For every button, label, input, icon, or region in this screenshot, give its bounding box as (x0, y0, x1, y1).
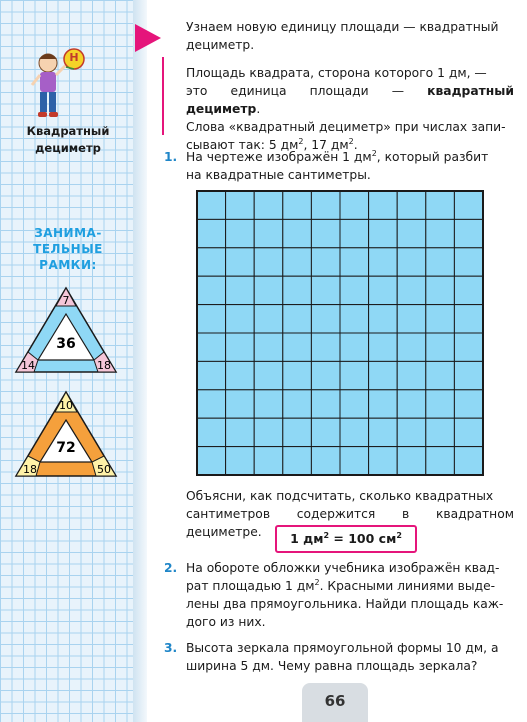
grid-cell (369, 219, 398, 247)
definition-line: Площадь квадрата, сторона которого 1 дм, — (186, 66, 487, 80)
explain-line: сантиметров содержится в квадратном дециметре. (186, 507, 514, 539)
task1-text (186, 148, 514, 184)
grid-svg (196, 190, 484, 476)
grid-cell (426, 447, 455, 475)
grid-cell (426, 361, 455, 389)
frame1-left: 14 (21, 359, 35, 372)
grid-cell (311, 248, 340, 276)
task1-line: на квадратные сантиметры. (186, 168, 371, 182)
grid-cell (397, 276, 426, 304)
grid-cell (426, 191, 455, 219)
margin-edge (133, 0, 147, 722)
grid-cell (397, 305, 426, 333)
grid-cell (197, 333, 226, 361)
puzzles-heading-line: ЗАНИМА- (34, 226, 102, 240)
grid-cell (397, 418, 426, 446)
grid-cell (340, 276, 369, 304)
grid-cell (197, 248, 226, 276)
square-decimeter-grid (196, 190, 484, 476)
definition-line: это единица площади — квадратный дециметр. (186, 84, 514, 116)
grid-cell (397, 447, 426, 475)
grid-cell (426, 418, 455, 446)
grid-cell (197, 191, 226, 219)
grid-cell (254, 276, 283, 304)
grid-cell (254, 390, 283, 418)
grid-cell (369, 191, 398, 219)
grid-cell (369, 447, 398, 475)
task-number: 1. (164, 150, 178, 164)
grid-cell (311, 390, 340, 418)
grid-cell (311, 361, 340, 389)
grid-cell (283, 418, 312, 446)
grid-cell (369, 305, 398, 333)
conversion-formula: 1 $дм^2 = 100$ $см^2$ (275, 525, 417, 553)
task2-line: лены два прямоугольника. Найди площадь каж- (186, 597, 504, 611)
frame2-left: 18 (23, 463, 37, 476)
task2-text (186, 559, 514, 631)
grid-cell (340, 447, 369, 475)
sidebar-topic-line: Квадратный (26, 124, 110, 138)
puzzles-heading-line: РАМКИ: (39, 258, 97, 272)
grid-cell (311, 447, 340, 475)
grid-cell (397, 361, 426, 389)
grid-cell (254, 447, 283, 475)
term-bold: квадратный дециметр (186, 84, 514, 116)
definition-line: Слова «квадратный дециметр» при числах запи- (186, 120, 506, 134)
grid-cell (197, 219, 226, 247)
grid-cell (311, 191, 340, 219)
grid-cell (197, 361, 226, 389)
definition-rule (162, 57, 164, 135)
grid-cell (283, 219, 312, 247)
grid-cell (454, 219, 483, 247)
grid-cell (226, 418, 255, 446)
grid-cell (311, 418, 340, 446)
frame2-top: 10 (59, 399, 73, 412)
grid-cell (369, 248, 398, 276)
grid-cell (254, 305, 283, 333)
grid-cell (311, 333, 340, 361)
number-frame-1 (14, 286, 118, 374)
puzzles-heading (8, 225, 128, 273)
task1-line: На чертеже изображён 1 $дм^2$, который разбит (186, 148, 489, 164)
grid-cell (283, 191, 312, 219)
task2-line: На обороте обложки учебника изображён квад- (186, 561, 500, 575)
grid-cell (197, 276, 226, 304)
grid-cell (197, 418, 226, 446)
grid-cell (254, 361, 283, 389)
task2-line: дого из них. (186, 615, 266, 629)
task3-line: ширина 5 дм. Чему равна площадь зеркала? (186, 659, 478, 673)
grid-cell (254, 418, 283, 446)
grid-cell (454, 276, 483, 304)
grid-cell (226, 305, 255, 333)
grid-cell (254, 191, 283, 219)
grid-cell (397, 248, 426, 276)
grid-cell (311, 276, 340, 304)
grid-cell (397, 390, 426, 418)
grid-cell (340, 361, 369, 389)
definition-line: сывают так: 5 $дм^2$, 17 $дм^2$. (186, 136, 358, 152)
grid-cell (426, 305, 455, 333)
sidebar-topic-title (8, 123, 128, 157)
grid-cell (197, 305, 226, 333)
grid-cell (254, 248, 283, 276)
intro-line: дециметр. (186, 38, 255, 52)
grid-cell (283, 333, 312, 361)
grid-cell (197, 390, 226, 418)
frame1-top: 7 (62, 294, 70, 307)
intro-line: Узнаем новую единицу площади — квадратный (186, 20, 499, 34)
grid-cell (226, 447, 255, 475)
grid-cell (397, 219, 426, 247)
grid-cell (340, 333, 369, 361)
grid-cell (311, 305, 340, 333)
grid-cell (454, 333, 483, 361)
grid-cell (369, 390, 398, 418)
task-number: 3. (164, 641, 178, 655)
frame1-center: 36 (56, 336, 76, 352)
definition-text (186, 64, 514, 154)
grid-cell (426, 248, 455, 276)
grid-cell (340, 418, 369, 446)
number-frame-2 (14, 390, 118, 478)
grid-cell (369, 418, 398, 446)
grid-cell (454, 191, 483, 219)
grid-cell (454, 418, 483, 446)
grid-cell (226, 191, 255, 219)
grid-cell (397, 191, 426, 219)
frame1-right: 18 (97, 359, 111, 372)
task2-line: рат площадью 1 $дм^2$. Красными линиями выде- (186, 577, 496, 593)
grid-cell (426, 276, 455, 304)
intro-text (186, 18, 514, 54)
grid-cell (397, 333, 426, 361)
grid-cell (254, 219, 283, 247)
grid-cell (283, 447, 312, 475)
grid-cell (283, 305, 312, 333)
explain-line: Объясни, как подсчитать, сколько квадратных (186, 489, 494, 503)
grid-cell (283, 361, 312, 389)
grid-cell (283, 248, 312, 276)
grid-cell (454, 248, 483, 276)
grid-cell (226, 276, 255, 304)
grid-cell (226, 361, 255, 389)
puzzles-heading-line: ТЕЛЬНЫЕ (33, 242, 103, 256)
grid-cell (454, 390, 483, 418)
character-badge: Н (69, 51, 79, 64)
task3-line: Высота зеркала прямоугольной формы 10 дм, а (186, 641, 499, 655)
sidebar-topic-line: дециметр (35, 141, 101, 155)
frame2-center: 72 (56, 440, 76, 456)
grid-cell (454, 305, 483, 333)
grid-cell (454, 447, 483, 475)
grid-cell (369, 276, 398, 304)
grid-cell (197, 447, 226, 475)
section-marker-icon (135, 24, 161, 52)
grid-cell (254, 333, 283, 361)
grid-cell (369, 333, 398, 361)
grid-cell (226, 219, 255, 247)
grid-cell (426, 333, 455, 361)
grid-cell (226, 248, 255, 276)
grid-cell (311, 219, 340, 247)
page-number: 66 (302, 683, 368, 722)
task3-text (186, 639, 514, 675)
grid-cell (226, 333, 255, 361)
grid-cell (340, 248, 369, 276)
task-number: 2. (164, 561, 178, 575)
grid-cell (426, 219, 455, 247)
frame2-right: 50 (97, 463, 111, 476)
grid-cell (340, 390, 369, 418)
grid-cell (340, 191, 369, 219)
grid-cell (226, 390, 255, 418)
grid-cell (369, 361, 398, 389)
grid-cell (454, 361, 483, 389)
grid-cell (426, 390, 455, 418)
grid-cell (340, 219, 369, 247)
grid-cell (283, 276, 312, 304)
grid-cell (340, 305, 369, 333)
grid-cell (283, 390, 312, 418)
